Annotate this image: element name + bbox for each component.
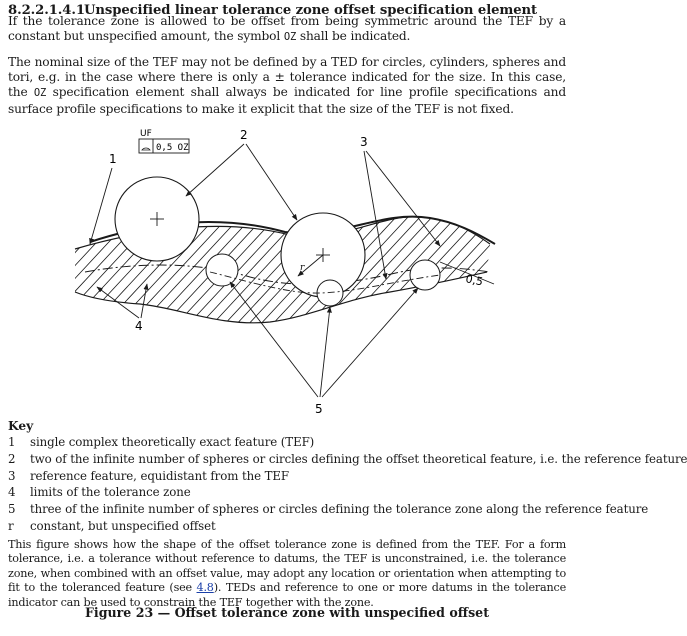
key-label: 5 <box>8 502 16 517</box>
key-item <box>8 434 568 451</box>
key-label: 3 <box>8 468 16 483</box>
hatch-line <box>460 202 590 342</box>
key-item <box>8 518 568 535</box>
hatch-line <box>424 202 554 342</box>
hatch-line <box>508 202 638 342</box>
hatch-line <box>520 202 650 342</box>
key-item <box>8 451 687 468</box>
paragraph-text: specification element shall always be indicated for line profile specifications and surface profile specifications to make it explicit that the size of the TEF is not fixed. <box>8 85 567 116</box>
hatch-line <box>0 202 74 342</box>
key-title: Key <box>8 419 34 433</box>
note-text: This figure shows how the shape of the offset tolerance zone is defined from the TEF. For a form tolerance, i.e. a tolerance without reference to datums, the TEF is unconstrained, i.e. the tolerance zone, when combined with an offset value, may adopt any location or orientation when attempting to fit to the toleranced feature (see <box>8 538 566 595</box>
hatch-line <box>0 202 26 342</box>
key-list <box>8 434 687 535</box>
hatch-line <box>544 202 674 342</box>
clause-link[interactable]: 4.8 <box>196 581 214 595</box>
hatch-line <box>0 202 98 342</box>
hatch-line <box>0 202 62 342</box>
hatch-line <box>568 202 687 342</box>
key-item <box>8 484 568 501</box>
section-title: Unspecified linear tolerance zone offset specification element <box>84 3 538 18</box>
section-number: 8.2.2.1.4.1 <box>8 3 85 18</box>
dimension-label: 0,5 <box>464 272 485 289</box>
hatch-line <box>4 202 134 342</box>
figure-note <box>8 538 566 610</box>
figure-caption: Figure 23 — Offset tolerance zone with unspecified offset <box>84 605 490 620</box>
hatch-line <box>484 202 614 342</box>
key-label: r <box>8 518 14 533</box>
radius-label: r <box>300 263 305 273</box>
zone-circle <box>317 280 343 306</box>
hatch-line <box>0 202 38 342</box>
figure-offset-tolerance-zone <box>0 122 574 422</box>
callout-3: 3 <box>360 135 368 149</box>
hatch-line <box>592 202 687 342</box>
hatch-line <box>0 202 2 342</box>
key-text: reference feature, equidistant from the TEF <box>30 468 289 483</box>
zone-circle <box>206 254 238 286</box>
key-label: 1 <box>8 435 16 449</box>
frame-value: 0,5 OZ <box>156 143 189 153</box>
key-text: limits of the tolerance zone <box>30 485 191 500</box>
oz-symbol: OZ <box>283 31 297 44</box>
key-text: constant, but unspecified offset <box>30 518 216 533</box>
callout-5: 5 <box>315 402 323 416</box>
hatch-line <box>0 202 86 342</box>
oz-symbol: OZ <box>33 87 47 100</box>
hatch-line <box>0 202 50 342</box>
hatch-line <box>436 202 566 342</box>
callout-2: 2 <box>240 128 248 142</box>
hatch-line <box>472 202 602 342</box>
key-label: 2 <box>8 451 16 466</box>
hatch-line <box>0 202 122 342</box>
figure-drawing <box>0 122 574 422</box>
paragraph-text: If the tolerance zone is allowed to be offset from being symmetric around the TEF by a constant but unspecified amount, the symbol <box>8 14 566 44</box>
hatch-line <box>0 202 14 342</box>
hatch-line <box>580 202 687 342</box>
frame-label-uf: UF <box>140 129 152 139</box>
key-label: 4 <box>8 485 16 500</box>
key-text: single complex theoretically exact feature (TEF) <box>30 435 315 449</box>
note-text: ). TEDs and reference to one or more datums in the tolerance indicator can be used to constrain the TEF together with the zone. <box>8 581 566 609</box>
callout-4: 4 <box>135 319 143 333</box>
key-item <box>8 501 649 518</box>
hatch-line <box>532 202 662 342</box>
paragraph-text: The nominal size of the TEF may not be defined by a TED for circles, cylinders, spheres and tori, e.g. in the case where there is only a ± tolerance indicated for the size. In this case, the <box>8 55 566 100</box>
hatch-line <box>556 202 686 342</box>
key-item <box>8 468 568 485</box>
zone-circle <box>410 260 440 290</box>
callout-1: 1 <box>109 152 117 166</box>
paragraph-text: shall be indicated. <box>296 29 411 44</box>
key-text: three of the infinite number of spheres or circles defining the tolerance zone along the reference feature <box>30 502 649 517</box>
paragraph-offset-intro <box>8 14 566 45</box>
paragraph-nominal-size <box>8 55 566 117</box>
hatch-line <box>496 202 626 342</box>
key-text: two of the infinite number of spheres or circles defining the offset theoretical feature, i.e. the reference feature <box>30 451 687 466</box>
profile-symbol-icon <box>142 148 150 150</box>
